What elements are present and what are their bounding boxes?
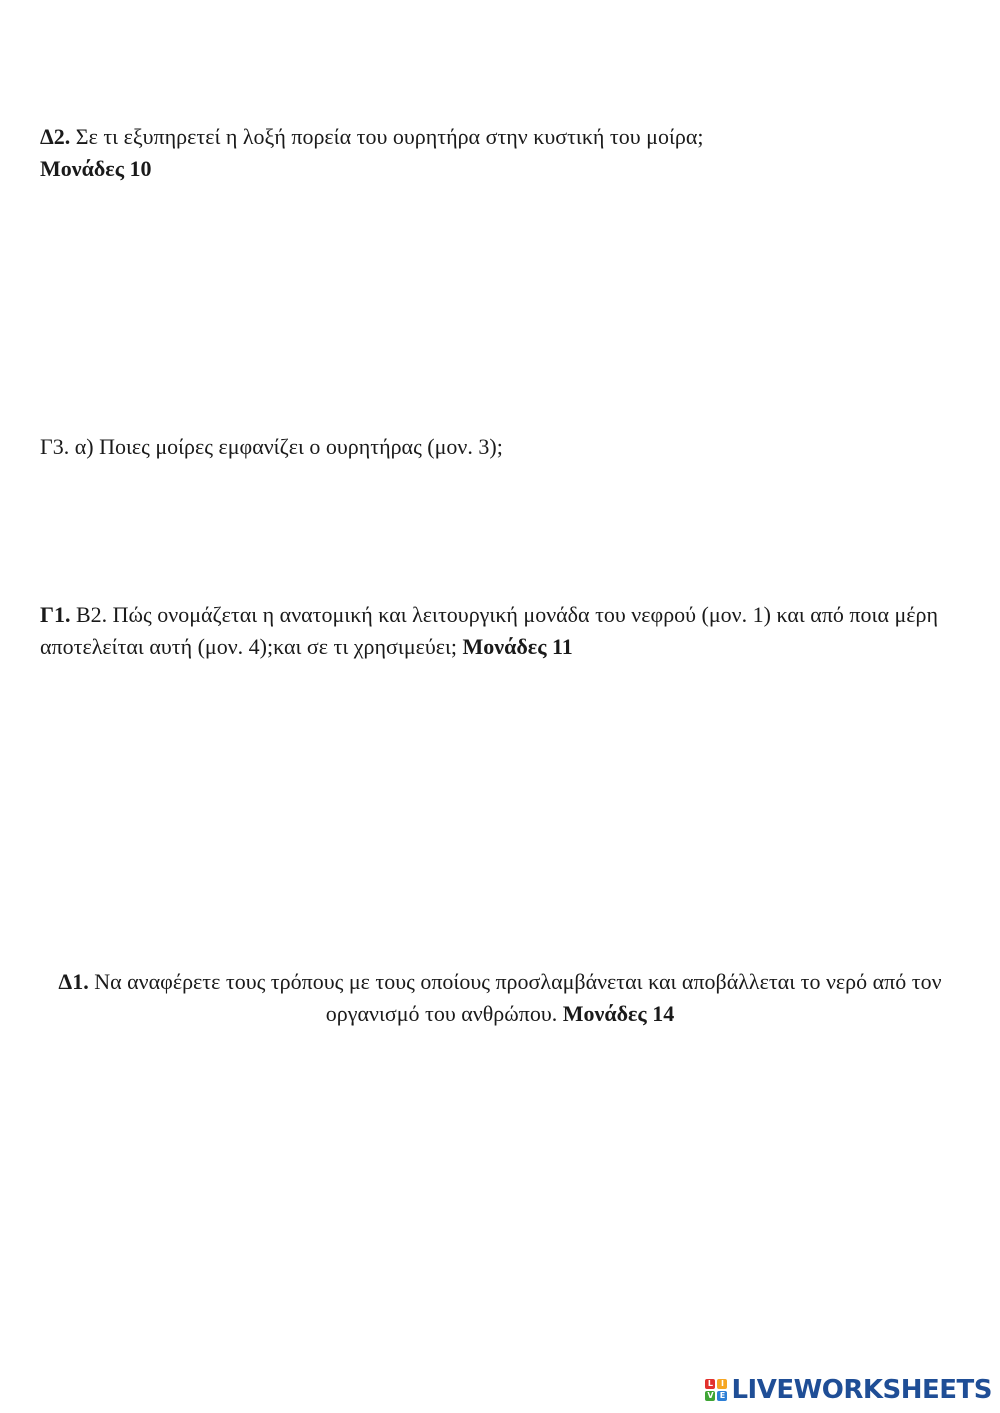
question-d1-label: Δ1. [58,969,89,994]
question-d2 [40,121,970,185]
question-d1-points: Μονάδες 14 [562,1001,675,1026]
question-g1 [40,599,980,663]
logo-tile-i: I [717,1379,727,1389]
logo-tile-l: L [705,1379,715,1389]
logo-tile-e: E [717,1391,727,1401]
question-g3-text: Γ3. α) Ποιες μοίρες εμφανίζει ο ουρητήρας (μον. 3); [40,434,503,459]
question-g3 [40,431,970,463]
question-g1-points: Μονάδες 11 [462,634,573,659]
question-g1-text: Β2. Πώς ονομάζεται η ανατομική και λειτουργική μονάδα του νεφρού (μον. 1) και από ποια μέρη αποτελείται αυτή (μον. 4);και σε τι χρησιμεύει; [40,602,938,659]
liveworksheets-logo-icon [705,1379,727,1401]
logo-tile-v: V [707,1391,714,1400]
question-g1-label: Γ1. [40,602,71,627]
question-d2-text: Σε τι εξυπηρετεί η λοξή πορεία του ουρητήρα στην κυστική του μοίρα; [70,124,704,149]
brand-name: LIVEWORKSHEETS [731,1375,992,1405]
liveworksheets-brand [705,1375,992,1405]
question-d2-points: Μονάδες 10 [40,156,152,181]
question-d2-label: Δ2. [40,124,71,149]
question-d1 [30,966,970,1030]
question-d1-text: Να αναφέρετε τους τρόπους με τους οποίους προσλαμβάνεται και αποβάλλεται το νερό από τον οργανισμό του ανθρώπου. [88,969,942,1026]
